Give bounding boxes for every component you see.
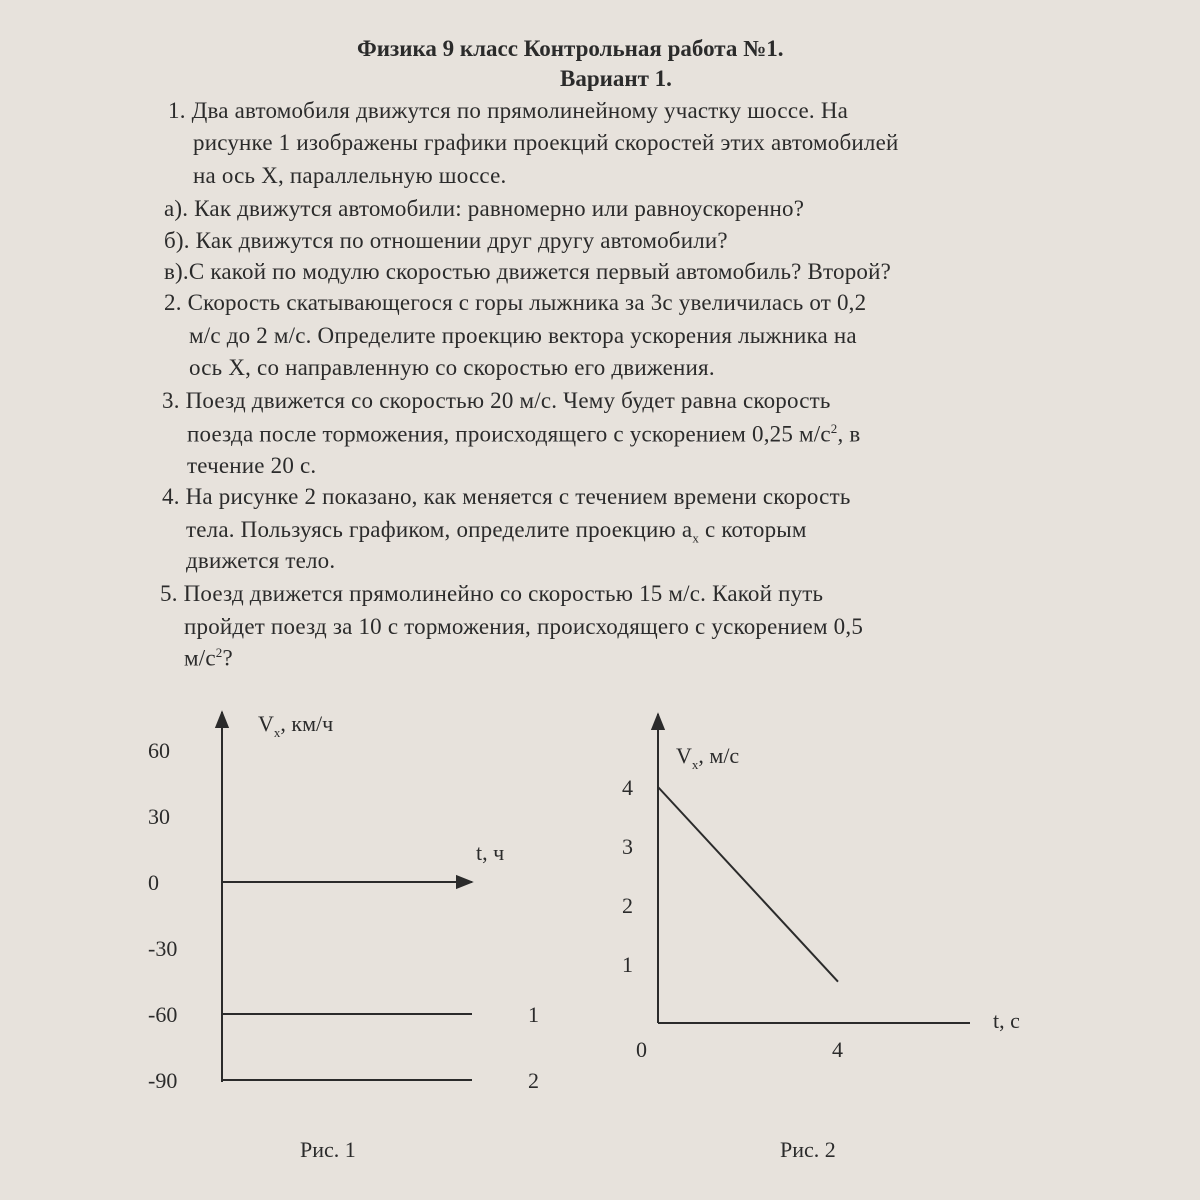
fig1-y-axis-label: $V_x$, км/ч	[258, 711, 334, 740]
fig2-y-tick-label: 1	[622, 952, 633, 977]
task-5-line-3-tail: ?	[222, 645, 233, 671]
figure-2-caption: Рис. 2	[780, 1137, 836, 1162]
fig2-x-axis-label: t, с	[993, 1008, 1020, 1033]
task-3-line-3: течение 20 с.	[187, 453, 317, 478]
task-1-line-2: рисунке 1 изображены графики проекций скоростей этих автомобилей	[193, 130, 899, 155]
task-4-line-2-text: тела. Пользуясь графиком, определите проекцию a	[186, 517, 693, 542]
fig2-y-tick-label: 2	[622, 893, 633, 918]
task-1-line-3: на ось X, параллельную шоссе.	[193, 163, 507, 188]
fig1-y-tick-label: -60	[148, 1002, 178, 1027]
task-5-exponent: 2	[215, 645, 223, 660]
figure-1	[148, 711, 539, 1162]
fig2-x-ticks	[636, 1037, 843, 1062]
figure-1-caption: Рис. 1	[300, 1137, 356, 1162]
variant-title: Вариант 1.	[560, 66, 672, 91]
fig2-y-axis-label: $V_x$, м/с	[676, 743, 740, 772]
task-1-question-a: а). Как движутся автомобили: равномерно или равноускоренно?	[164, 196, 805, 221]
fig1-y-tick-label: 60	[148, 738, 170, 763]
fig2-x-tick-label: 0	[636, 1037, 647, 1062]
fig1-series-label-2: 2	[528, 1068, 539, 1093]
fig2-series	[658, 787, 838, 982]
task-4-line-1: 4. На рисунке 2 показано, как меняется с течением времени скорость	[162, 484, 851, 509]
fig2-y-tick-label: 4	[622, 775, 633, 800]
fig2-series-line-1	[658, 787, 838, 982]
fig1-x-axis-label: t, ч	[476, 840, 505, 865]
task-5-line-1: 5. Поезд движется прямолинейно со скоростью 15 м/с. Какой путь	[160, 581, 824, 606]
task-2-line-2: м/с до 2 м/с. Определите проекцию вектора ускорения лыжника на	[189, 323, 857, 348]
fig2-y-tick-label: 3	[622, 834, 633, 859]
fig1-series	[222, 1002, 539, 1093]
page-title: Физика 9 класс Контрольная работа №1.	[357, 36, 784, 61]
task-1-question-c: в).С какой по модулю скоростью движется первый автомобиль? Второй?	[164, 259, 892, 284]
fig1-y-ticks	[148, 738, 177, 1093]
fig1-series-label-1: 1	[528, 1002, 539, 1027]
fig1-y-tick-label: -90	[148, 1068, 178, 1093]
task-3-line-1: 3. Поезд движется со скоростью 20 м/с. Чему будет равна скорость	[162, 388, 831, 413]
task-3-line-2-tail: , в	[837, 421, 861, 447]
fig1-y-tick-label: -30	[148, 936, 178, 961]
task-4-line-2-tail: с которым	[699, 517, 807, 542]
fig2-x-tick-label: 4	[832, 1037, 843, 1062]
task-2-line-1: 2. Скорость скатывающегося с горы лыжника за 3с увеличилась от 0,2	[164, 290, 867, 315]
task-3-line-2-text: поезда после торможения, происходящего с ускорением 0,25 м/с	[187, 421, 831, 447]
figure-2	[622, 714, 1020, 1162]
task-1-question-b: б). Как движутся по отношении друг другу автомобили?	[164, 228, 728, 253]
task-4-subscript: x	[692, 530, 700, 546]
task-1-line-1: 1. Два автомобиля движутся по прямолинейному участку шоссе. На	[168, 98, 849, 123]
fig2-y-ticks	[622, 775, 633, 977]
task-5-line-2: пройдет поезд за 10 с торможения, происходящего с ускорением 0,5	[184, 614, 864, 639]
fig1-y-tick-label: 0	[148, 870, 159, 895]
task-3-exponent: 2	[830, 421, 838, 436]
task-4-line-3: движется тело.	[186, 548, 336, 573]
fig1-y-tick-label: 30	[148, 804, 170, 829]
task-2-line-3: ось X, со направленную со скоростью его движения.	[189, 355, 715, 380]
task-5-line-3-text: м/с	[184, 645, 216, 671]
